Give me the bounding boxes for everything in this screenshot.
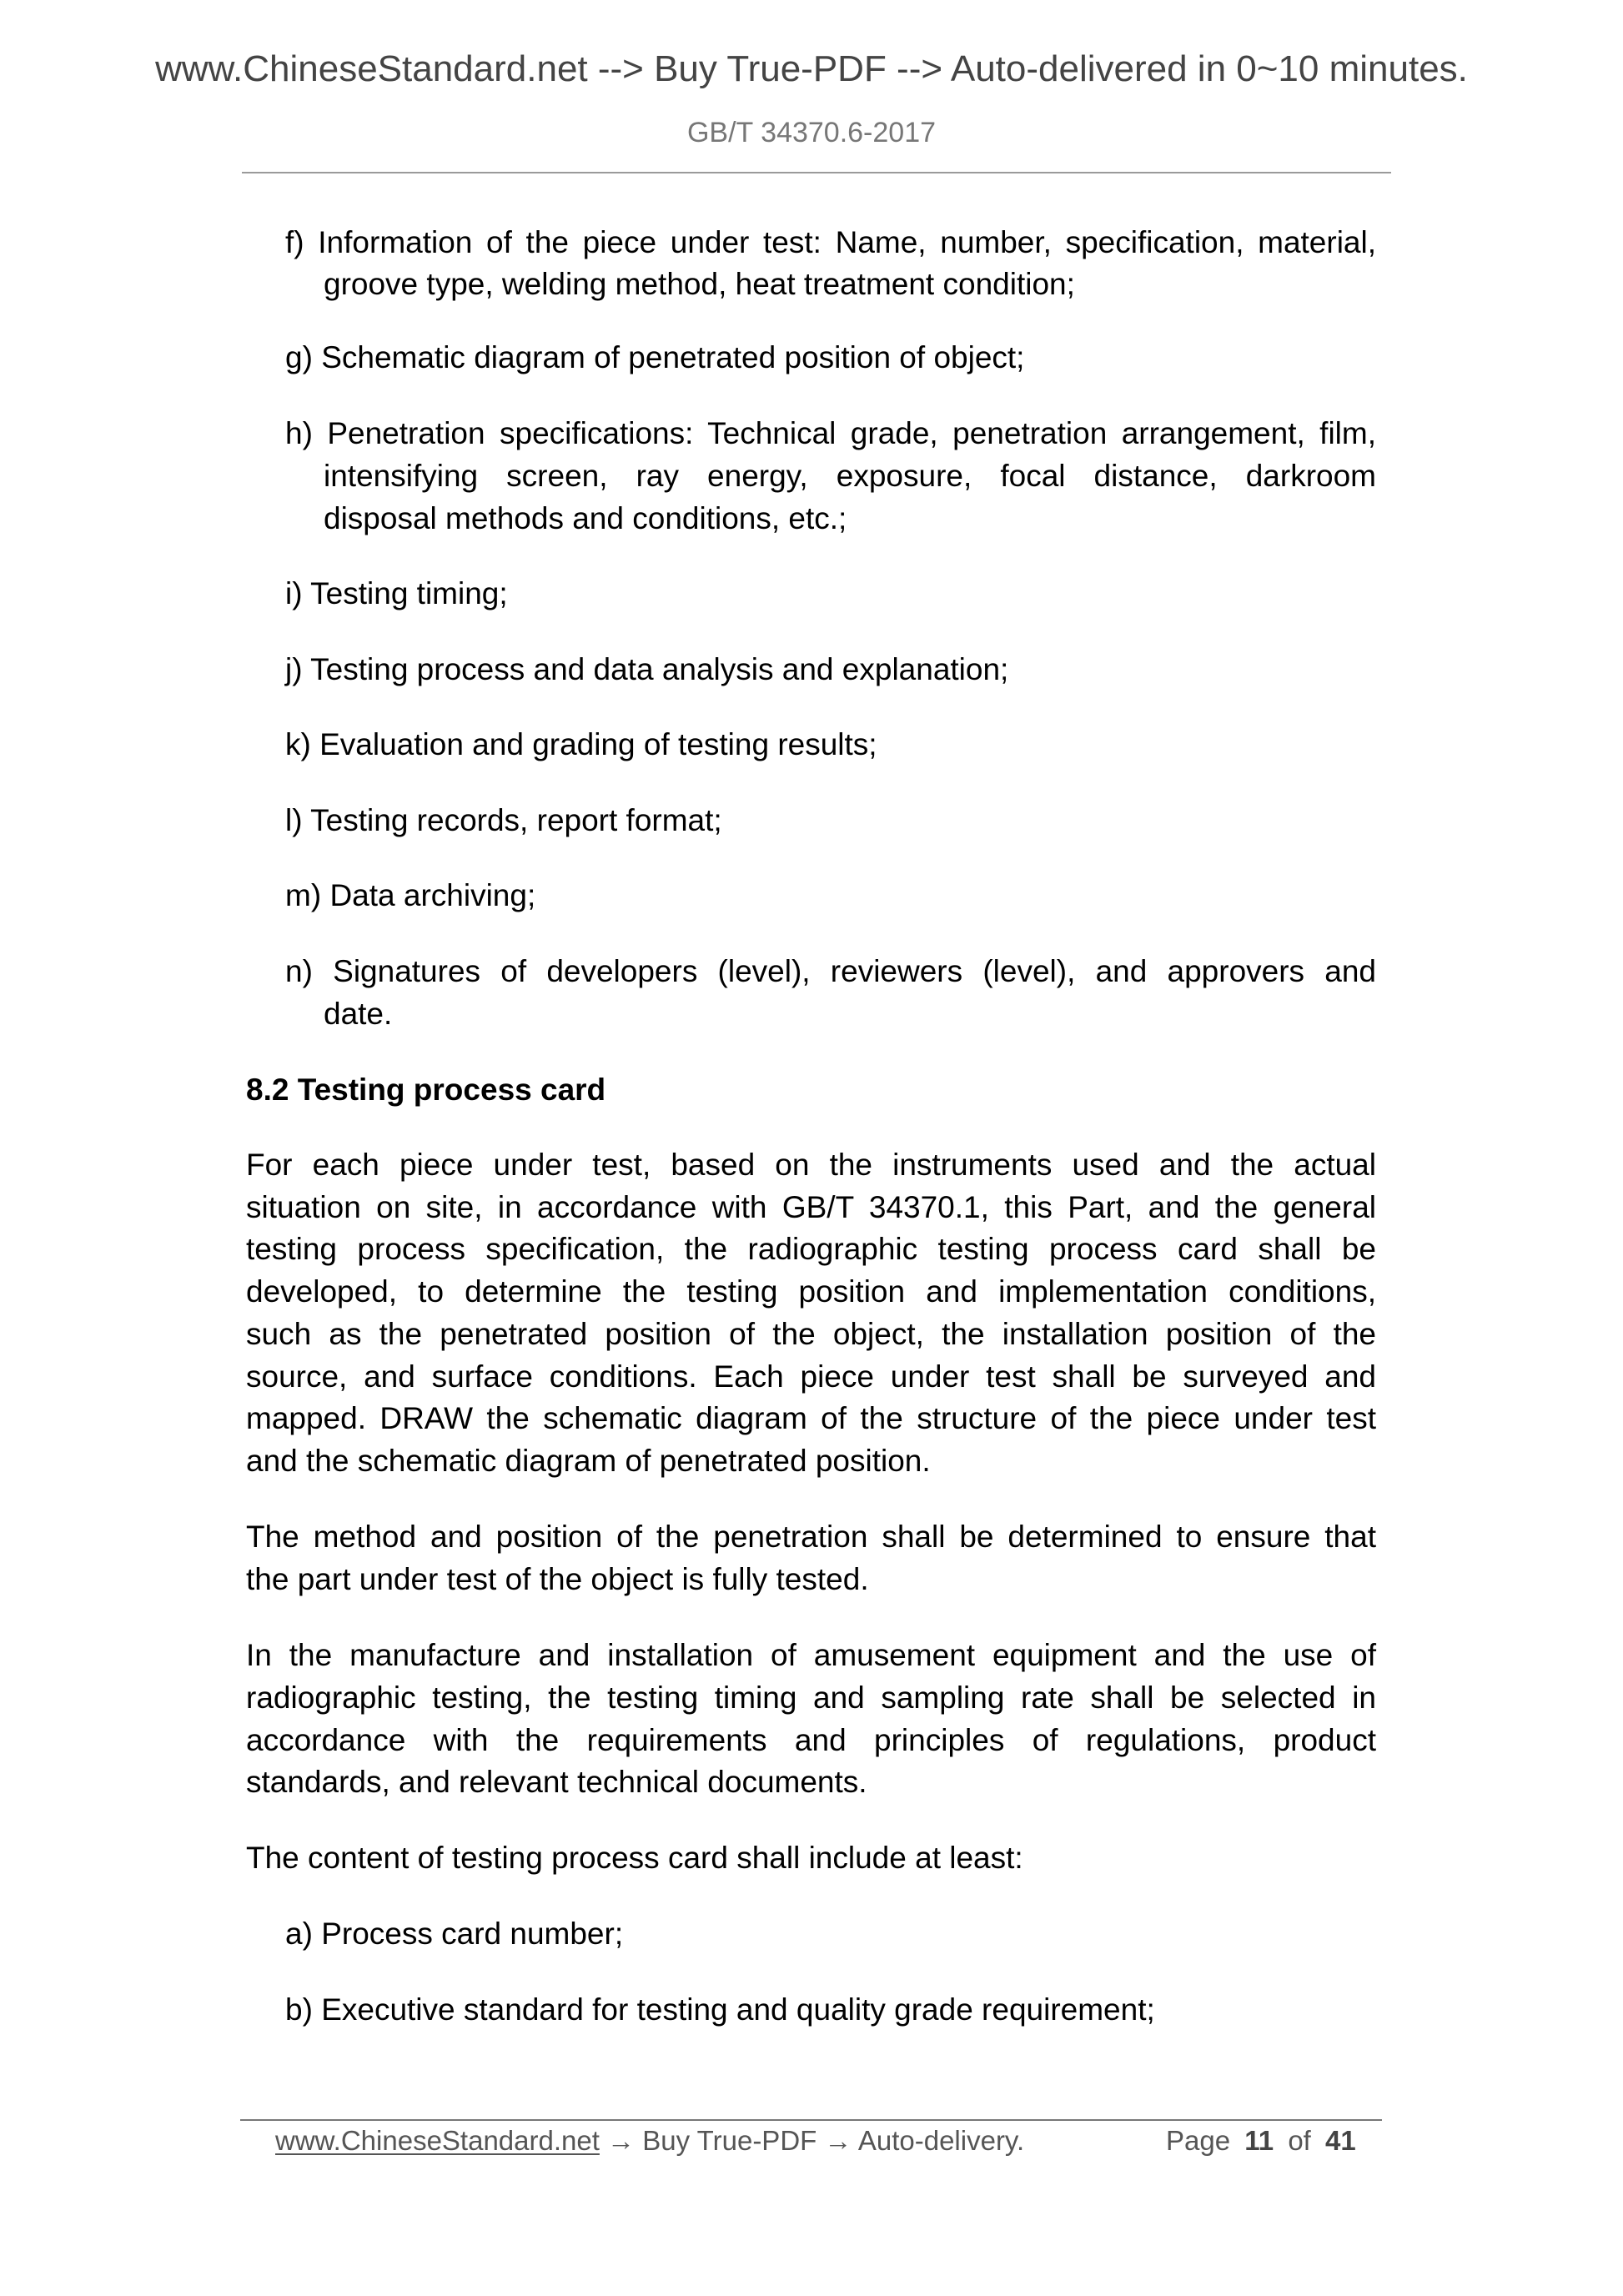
footer-divider xyxy=(240,2119,1382,2121)
list-marker: a) xyxy=(285,1917,313,1951)
paragraph-content-intro: The content of testing process card shall include at least: xyxy=(246,1841,1023,1875)
list-marker: j) xyxy=(285,652,303,686)
page-current: 11 xyxy=(1244,2125,1274,2156)
list-text: Penetration specifications: Technical grade, penetration arrangement, film, xyxy=(327,416,1376,450)
list-item-j xyxy=(285,654,1376,685)
list-text: Evaluation and grading of testing results; xyxy=(319,727,877,761)
paragraph-line: developed, to determine the testing position and implementation conditions, xyxy=(246,1274,1376,1309)
page-of-label: of xyxy=(1288,2125,1311,2156)
list-item-h xyxy=(285,418,1376,449)
list-item-n-cont: date. xyxy=(324,997,393,1031)
list-marker: f) xyxy=(285,225,304,259)
list-marker: b) xyxy=(285,1992,313,2027)
list-text: Schematic diagram of penetrated position of object; xyxy=(321,340,1025,374)
arrow-right-icon: → xyxy=(824,2125,852,2156)
list-item-k xyxy=(285,729,1376,760)
header-divider xyxy=(242,172,1391,173)
list-marker: l) xyxy=(285,803,303,837)
footer-promo xyxy=(275,2127,1024,2154)
list-item-h-cont-2: disposal methods and conditions, etc.; xyxy=(324,501,847,535)
list-item-i xyxy=(285,578,1376,609)
paragraph-line: radiographic testing, the testing timing and sampling rate shall be selected in xyxy=(246,1681,1376,1715)
paragraph-line: For each piece under test, based on the instruments used and the actual xyxy=(246,1148,1376,1182)
list-marker: m) xyxy=(285,878,322,912)
footer-step-delivery: Auto-delivery. xyxy=(857,2125,1025,2156)
list-text: Information of the piece under test: Name, number, specification, material, xyxy=(318,225,1377,259)
list-text: Process card number; xyxy=(321,1917,624,1951)
list-item-m xyxy=(285,880,1376,911)
list-marker: g) xyxy=(285,340,313,374)
page-label: Page xyxy=(1166,2125,1231,2156)
section-heading: 8.2 Testing process card xyxy=(246,1073,606,1107)
paragraph-line: standards, and relevant technical documents. xyxy=(246,1765,867,1799)
paragraph-line: the part under test of the object is fully tested. xyxy=(246,1562,869,1596)
list-text: Signatures of developers (level), reviewers (level), and approvers and xyxy=(333,954,1377,988)
paragraph-line: testing process specification, the radiographic testing process card shall be xyxy=(246,1232,1376,1266)
footer-step-buy: Buy True-PDF xyxy=(642,2125,817,2156)
list-text: Testing timing; xyxy=(310,576,508,610)
paragraph-line: such as the penetrated position of the object, the installation position of the xyxy=(246,1317,1376,1351)
page-indicator xyxy=(1166,2127,1356,2154)
standard-number: GB/T 34370.6-2017 xyxy=(686,117,937,148)
arrow-right-icon: → xyxy=(607,2125,636,2156)
header-banner: www.ChineseStandard.net --> Buy True-PDF --> Auto-delivered in 0~10 minutes. xyxy=(155,48,1468,89)
paragraph-line: accordance with the requirements and principles of regulations, product xyxy=(246,1723,1376,1757)
list-item-n xyxy=(285,956,1376,987)
footer-site-link[interactable]: www.ChineseStandard.net xyxy=(275,2125,600,2156)
list-item-f-cont: groove type, welding method, heat treatment condition; xyxy=(324,267,1075,301)
list-text: Executive standard for testing and quality grade requirement; xyxy=(321,1992,1155,2027)
list-marker: k) xyxy=(285,727,311,761)
paragraph-line: In the manufacture and installation of amusement equipment and the use of xyxy=(246,1638,1376,1672)
list-item-g xyxy=(285,342,1376,373)
list-text: Data archiving; xyxy=(329,878,536,912)
list-marker: n) xyxy=(285,954,313,988)
page-total: 41 xyxy=(1325,2125,1356,2156)
list-item-f xyxy=(285,227,1376,258)
paragraph-line: source, and surface conditions. Each piece under test shall be surveyed and xyxy=(246,1359,1376,1394)
list-item-a xyxy=(285,1918,1376,1949)
list-text: Testing records, report format; xyxy=(310,803,722,837)
paragraph-line: The method and position of the penetration shall be determined to ensure that xyxy=(246,1520,1376,1554)
paragraph-line: and the schematic diagram of penetrated position. xyxy=(246,1444,931,1478)
list-marker: i) xyxy=(285,576,303,610)
list-text: Testing process and data analysis and explanation; xyxy=(310,652,1009,686)
paragraph-line: mapped. DRAW the schematic diagram of the structure of the piece under test xyxy=(246,1401,1376,1435)
list-item-b xyxy=(285,1994,1376,2025)
list-marker: h) xyxy=(285,416,313,450)
list-item-h-cont-1: intensifying screen, ray energy, exposure, focal distance, darkroom xyxy=(324,459,1376,493)
list-item-l xyxy=(285,805,1376,836)
paragraph-line: situation on site, in accordance with GB/T 34370.1, this Part, and the general xyxy=(246,1190,1376,1224)
